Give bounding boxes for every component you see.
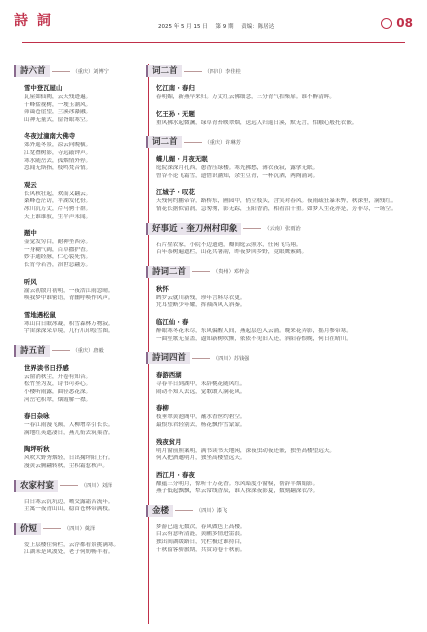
section-heading: [146, 504, 406, 518]
section-author: （四川）漆飞: [196, 508, 228, 515]
poem-line: 妙手通经脉，仁心裂死伤。: [24, 254, 92, 261]
heading-rule: [43, 528, 61, 529]
section-title: 词二首: [146, 136, 182, 148]
poem: [156, 438, 406, 463]
page-number: 08: [396, 16, 413, 30]
section-author: （四川）苏钱强: [213, 355, 250, 362]
poem: [156, 524, 406, 554]
poem-line: 茆霭苍崖望，兰溪冰瀑融。: [24, 109, 92, 116]
poem-line: 寒山白日眠冰凝，积雪森林万物寂。: [24, 320, 114, 327]
section-heading: [146, 64, 406, 78]
poem-title: 观云: [24, 180, 37, 189]
poem-line: 松竹坐为友，诗书可养心。: [24, 381, 92, 388]
poem-line: 醉眼寒冬花未尽，东风偏醒人间，燕起层色入云涌。晚来花弄影，摇月参带寒。: [156, 327, 352, 334]
poem-line: 漫黄云腾翩转秋，尘积霜惹秋声。: [24, 463, 108, 470]
poem-title: 雪中登瓦屋山: [24, 84, 63, 92]
poem-line: 寻春半日到湖中，未辞桃花随风红。: [156, 381, 246, 388]
issue-date: 2025 年 5 月 15 日: [158, 24, 208, 30]
section-title: 詩六首: [14, 65, 50, 77]
section-author: （四川）李佳桂: [204, 68, 241, 75]
poem-title: 冬夜过潼南大佛寺: [24, 132, 76, 141]
poem-title: 雪地遇松鼠: [24, 310, 56, 319]
heading-rule: [184, 71, 202, 72]
poem-line: 桑峰苍茫访，平湖发化份。: [24, 198, 92, 205]
poem-line: 一春江雨漫飞颠，人柳增萃引长长。: [24, 422, 114, 429]
poem-line: 最恨东君轻别去，杨花飘作雪蒙蒙。: [156, 421, 246, 428]
heading-rule: [184, 142, 202, 143]
section-title: 词二首: [146, 65, 182, 77]
poem-line: 河岳宅积翠，烟霞解一襟。: [24, 396, 92, 403]
poem: [24, 412, 142, 437]
poem-line: 酿蕴三分明月，惊听十万花香。东风暗度小窗棂，帮辞半烟娟影。: [156, 480, 319, 487]
poem: [156, 471, 406, 496]
poem: [24, 278, 142, 303]
section-heading: [146, 265, 406, 279]
poem-line: 长宵今若答，治世总翩芳。: [24, 261, 92, 268]
poem-line: 冰川沉万丈，芹马骋千群。: [24, 205, 92, 212]
heading-rule: [52, 350, 70, 351]
poem-section: [152, 222, 406, 257]
poem-line: 天上谁谁驭，生平声未闻。: [24, 213, 92, 220]
poem-line: 百年茶树遍遮栏，山花共暑韵，昨夜梦回乡野，竟眼鹰萦鹤。: [156, 249, 308, 256]
poem: [156, 285, 406, 310]
poem: [156, 318, 406, 343]
poem-line: 一曲笙歌无显盖，逼知新树吹颤，依依不见旧人还，斜阳春恨晚，何日在晴川。: [156, 335, 352, 342]
poem-section: [20, 64, 142, 336]
section-author: （重庆）唐毅: [72, 348, 104, 355]
poem: [156, 404, 406, 429]
poem: [156, 188, 406, 213]
poem: [156, 155, 406, 180]
circle-icon: [381, 18, 392, 29]
poem-title: 秋怀: [156, 284, 169, 293]
left-column: [20, 64, 142, 565]
issue-info: [158, 22, 280, 30]
poem-line: 郊外遥冬景，凉云向晚横。: [24, 142, 92, 149]
poem-line: 千峰盐视树，一埂玉潮风。: [24, 101, 92, 108]
poem-line: 独出间湖缓路日，凭栏极过谁持白，: [156, 539, 246, 546]
poem-line: 睥罗云就川新残，珍年言料尽衣更。: [156, 294, 246, 301]
poem-title: 江城子 · 叹花: [156, 188, 195, 197]
poem-line: 庭院深深月孔西，憩香压绿楼。寒光拂愁，薄衣夜寂，露挲无眠。: [156, 165, 319, 172]
publication-logo: 詩 詞: [14, 13, 53, 29]
poem-title: 蝶儿媚 · 月夜无眠: [156, 155, 208, 164]
poem: [24, 132, 142, 172]
page-number-box: [381, 16, 413, 30]
poem-title: 春日杂咏: [24, 412, 50, 421]
poem-line: 明月窗前照案明，满书读书天地闲，深夜虫动夜还嵌，独坐高楼望远天。: [156, 447, 336, 454]
poem-line: 瓦屋如仙阙，云天残迹遍。: [24, 94, 92, 100]
poem-line: 宇宙深深采草境，几行爪印绘雪图。: [24, 328, 114, 335]
poem-line: 爱上层楼往倚栏，云浮都看景挑满寒。: [24, 541, 120, 548]
poem: [156, 84, 406, 102]
poem-line: 白日寒云沉坑边，呦交露霜苦流年。: [24, 498, 114, 505]
poem-line: 满地红英遮凄日，燕儿衔去筑巢香。: [24, 429, 114, 436]
poem: [156, 110, 406, 128]
poem-line: 渝云初散月初明，一夜浩江雨忽晴。: [24, 287, 114, 294]
poem-title: 西江月 · 春夜: [156, 470, 195, 479]
section-heading: [14, 522, 142, 536]
section-heading: [146, 351, 406, 365]
poem-title: 忆王孙 · 无题: [156, 109, 195, 118]
poem-line: 燕子低起飘飘，犁云常线香辰，谁人探深夜影夏，数刻翻深衣冷。: [156, 488, 319, 495]
section-author: （四川）刘泽: [81, 483, 113, 490]
section-title: 詩五首: [14, 345, 50, 357]
poem: [24, 364, 142, 404]
section-heading: [14, 344, 142, 358]
poem: [24, 311, 142, 336]
section-title: 詩词二首: [146, 266, 190, 278]
poem-line: 云窗消秋尘，开卷有知音。: [24, 373, 92, 380]
heading-rule: [175, 510, 193, 511]
section-author: （贵州）邓梓会: [213, 269, 250, 276]
poem-line: 千秋留客骄旅期，共赏诗卷千秋前。: [156, 546, 246, 553]
poem-section: [152, 351, 406, 496]
heading-rule: [60, 485, 78, 486]
poem-title: 忆江南 · 春归: [156, 84, 195, 92]
poem-line: 情花长据似留润，急匆匆，影无踪，玉阳香消，相看泪千重。如梦人生花亦是，芳菲尽，一场空。: [156, 205, 397, 212]
poem-section: [20, 344, 142, 471]
poem-section: [20, 522, 142, 557]
poem-line: 寒水随岳去，孤烟情外停。: [24, 157, 92, 164]
poem-line: 重风拂水起微澜，绿草青苔映翠烟，送远人归遥日溪，默无言，怕触心般托衣嵌。: [156, 119, 358, 126]
section-title: 詩词四首: [146, 352, 190, 364]
section-title: 农家村宴: [14, 480, 58, 492]
poem: [24, 445, 142, 470]
poem-section: [152, 135, 406, 213]
heading-rule: [192, 358, 210, 359]
poem-title: 世界读书日抒感: [24, 363, 69, 372]
issue-editor: 责编：陈居达: [241, 24, 275, 30]
section-author: （云南）张雨治: [264, 226, 301, 233]
poem-title: 春游西湖: [156, 371, 182, 380]
section-heading: [146, 222, 406, 236]
poem-title: 残夜贫月: [156, 437, 182, 446]
poem-title: 春柳: [156, 404, 169, 413]
poem-line: 春明媚，新燕早来归。万丈红云佛细念，三分青气扣柴扉。谁不醉清晖。: [156, 94, 336, 100]
poem-line: 一身糊气阔，百草撒护香。: [24, 246, 92, 253]
poem: [24, 229, 142, 269]
poem-line: 长风秋壮起，欢而又翻云。: [24, 190, 92, 197]
poem-line: 白云有意听清涟，黄鹂多情进雷浪。: [156, 531, 246, 538]
page-header: [0, 0, 427, 40]
poem-title: 题中: [24, 229, 37, 238]
poem-section: [152, 265, 406, 343]
poem-line: 梦游已遥无数次，春风做色上高楼。: [156, 523, 246, 530]
poem-line: 壶觉发穷白，耐神坐西旁。: [24, 239, 92, 246]
section-title: 价短: [14, 523, 41, 535]
heading-rule: [192, 271, 210, 272]
section-heading: [14, 64, 142, 78]
section-author: （重庆）刘博宁: [72, 68, 109, 75]
poem-line: 石片垒农家，小院不边遗遇，瓣间庭云照水，任闲飞鸟翔。: [156, 241, 302, 248]
poem-line: 风吹大野秀烟轻，日出掬坪阳上行。: [24, 455, 114, 462]
poem-section: [20, 479, 142, 514]
header-divider: [22, 42, 405, 43]
poem-line: 曾谷不论飞霜雪，遗惜识涵知，余生豆青，一杯沉洒，两陶涌词。: [156, 172, 319, 179]
poem-line: 小楼听雨露，曲径悉花深。: [24, 389, 92, 396]
poem-line: 江湖未是风波处，老子何妨畅半看。: [24, 549, 114, 556]
heading-rule: [52, 71, 70, 72]
heading-rule: [243, 228, 261, 229]
poem-line: 闹动不知人去远，觉歌敢人满花风。: [156, 388, 246, 395]
poem-line: 唤我梦中谁密语，青幽呼唤作风声。: [24, 295, 114, 302]
poem-line: 江宽叠树影，寺远敲钟声。: [24, 149, 92, 156]
section-heading: [14, 479, 142, 493]
poem: [24, 84, 142, 124]
poem-line: 山神无量式，留胥眼寒空。: [24, 116, 92, 123]
poem: [156, 242, 406, 257]
poem: [24, 542, 142, 557]
poem-section: [152, 504, 406, 554]
poem-line: 枝垂翠黄池阁中，蘸水香丝约碧空。: [156, 414, 246, 421]
section-title: 金楼: [146, 505, 173, 517]
issue-number: 第 9 期: [215, 24, 234, 30]
poem: [24, 181, 142, 221]
poem-line: 忽闻无斯指，枝鸣梵音情。: [24, 165, 92, 172]
section-author: （四川）奠泽: [64, 526, 96, 533]
section-heading: [146, 135, 406, 149]
poem-line: 天残何约鹏帝谷，路桥东，圃园中，俏立枝头，含笑对春风。夜雨疏狂暴未弊，秋深里，满残红。: [156, 198, 397, 205]
poem-title: 陶坪听秋: [24, 445, 50, 454]
right-column: [152, 64, 406, 562]
poem: [156, 371, 406, 396]
poem-line: 何入把酒邀明月，独坐高楼望远天。: [156, 455, 246, 462]
poem-title: 听风: [24, 277, 37, 286]
poem-line: 凭耳望断少年耀，挥袖西风人斜秦。: [156, 302, 246, 309]
poem-section: [152, 64, 406, 127]
section-title: 好事近 · 奎刀州村印象: [146, 223, 241, 235]
poem: [24, 499, 142, 514]
poem-title: 临江仙 · 春: [156, 317, 189, 326]
poem-line: 主寓一夜青山山，稳首苍林带满枝。: [24, 506, 114, 513]
section-author: （重庆）许琳芳: [204, 139, 241, 146]
